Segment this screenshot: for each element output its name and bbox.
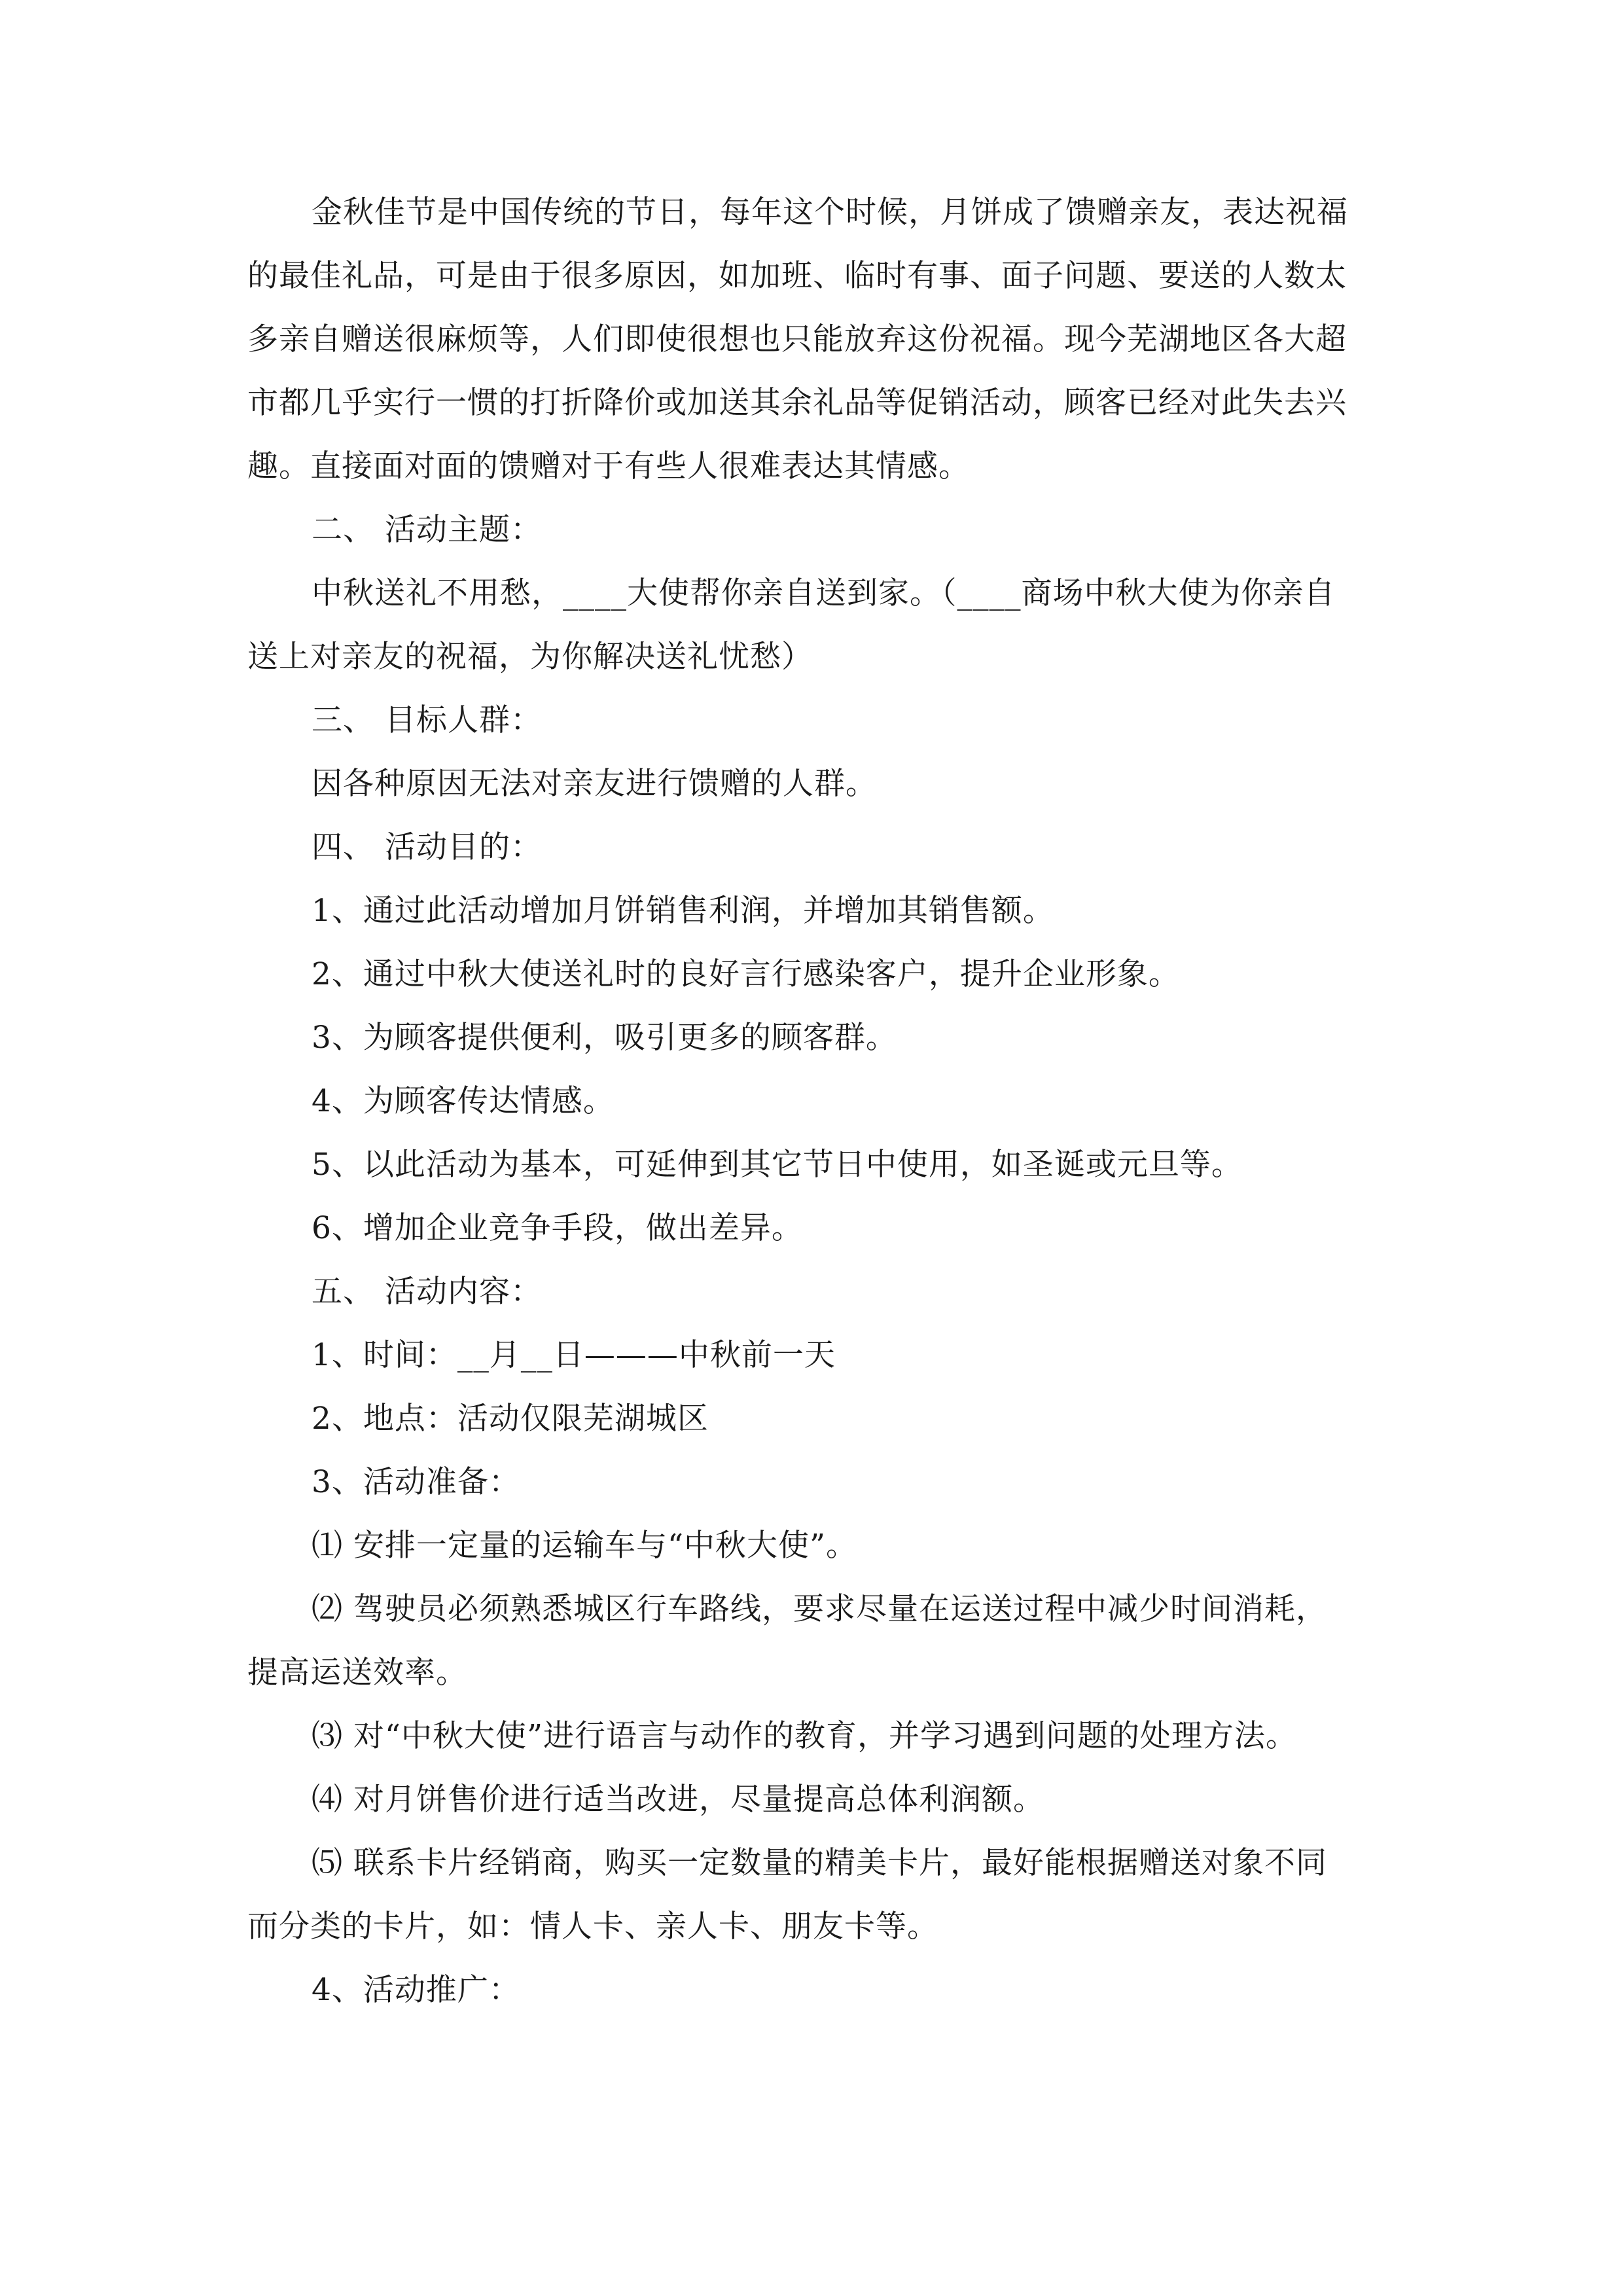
sub-list-item: ⑶ 对“中秋大使”进行语言与动作的教育，并学习遇到问题的处理方法。	[312, 1718, 1297, 1754]
paragraph-line: 市都几乎实行一惯的打折降价或加送其余礼品等促销活动，顾客已经对此失去兴	[247, 385, 1347, 421]
paragraph-line: 送上对亲友的祝福，为你解决送礼忧愁）	[247, 639, 813, 675]
section-heading-content: 五、 活动内容：	[312, 1274, 542, 1310]
list-item: 4、为顾客传达情感。	[312, 1083, 615, 1119]
list-item: 1、通过此活动增加月饼销售利润，并增加其销售额。	[312, 893, 1054, 929]
sub-list-item: ⑴ 安排一定量的运输车与“中秋大使”。	[312, 1528, 857, 1564]
list-item: 3、活动准备：	[312, 1464, 520, 1500]
section-heading-theme: 二、 活动主题：	[312, 512, 542, 548]
paragraph-line: 因各种原因无法对亲友进行馈赠的人群。	[312, 766, 877, 802]
paragraph-line: 趣。直接面对面的馈赠对于有些人很难表达其情感。	[247, 448, 970, 484]
list-item: 2、通过中秋大使送礼时的良好言行感染客户，提升企业形象。	[312, 956, 1180, 992]
paragraph-line: 多亲自赠送很麻烦等，人们即使很想也只能放弃这份祝福。现今芜湖地区各大超	[247, 321, 1347, 357]
list-item: 2、地点：活动仅限芜湖城区	[312, 1401, 709, 1437]
paragraph-line: 而分类的卡片，如：情人卡、亲人卡、朋友卡等。	[247, 1909, 938, 1945]
paragraph-line: 提高运送效率。	[247, 1655, 467, 1691]
list-item: 6、增加企业竞争手段，做出差异。	[312, 1210, 803, 1246]
paragraph-line: 金秋佳节是中国传统的节日，每年这个时候，月饼成了馈赠亲友，表达祝福	[312, 194, 1348, 230]
list-item: 1、时间：__月__日———中秋前一天	[312, 1337, 836, 1373]
sub-list-item: ⑷ 对月饼售价进行适当改进，尽量提高总体利润额。	[312, 1782, 1044, 1818]
section-heading-purpose: 四、 活动目的：	[312, 829, 542, 865]
list-item: 4、活动推广：	[312, 1972, 520, 2008]
section-heading-target: 三、 目标人群：	[312, 702, 542, 738]
paragraph-line: 的最佳礼品，可是由于很多原因，如加班、临时有事、面子问题、要送的人数太	[247, 258, 1347, 294]
sub-list-item: ⑵ 驾驶员必须熟悉城区行车路线，要求尽量在运送过程中减少时间消耗，	[312, 1591, 1327, 1627]
list-item: 5、以此活动为基本，可延伸到其它节日中使用，如圣诞或元旦等。	[312, 1147, 1243, 1183]
sub-list-item: ⑸ 联系卡片经销商，购买一定数量的精美卡片，最好能根据赠送对象不同	[312, 1845, 1327, 1881]
list-item: 3、为顾客提供便利，吸引更多的顾客群。	[312, 1020, 897, 1056]
paragraph-line: 中秋送礼不用愁，____大使帮你亲自送到家。（____商场中秋大使为你亲自	[312, 575, 1336, 611]
